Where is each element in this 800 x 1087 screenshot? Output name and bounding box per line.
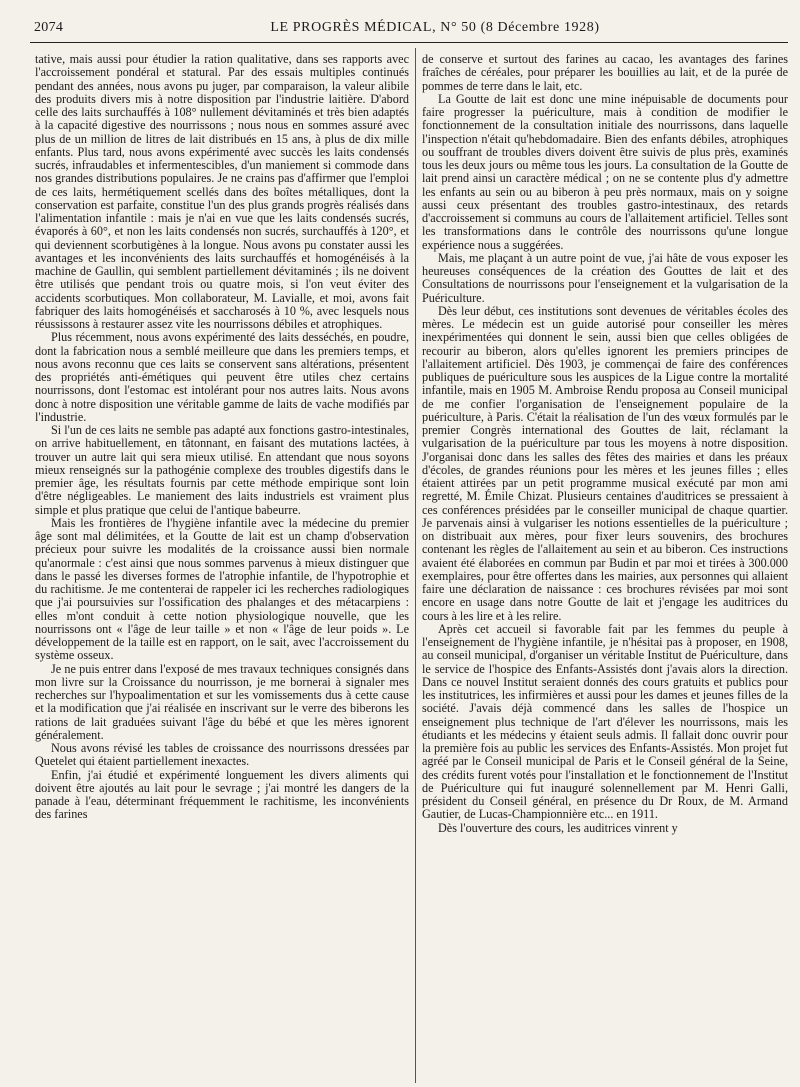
paragraph: tative, mais aussi pour étudier la ration qualitative, dans ses rapports avec l'accroissement pondéral et statural. Par des essais multiples continués pendant des années, nous avons pu juger, par comparaison, la valeur alibile des produits divers mis à notre disposition par l'industrie laitière. D'abord celle des laits surchauffés à 108° nullement dévitaminés et très bien adaptés à la capacité digestive des nourrissons ; nous nous en sommes assuré avec plus de un million de litres de lait distribués en 15 ans, à plus de dix mille enfants. Plus tard, nous avons expérimenté avec succès les laits condensés sucrés, infraudables et infermentescibles, d'un maniement si commode dans nos grandes distributions populaires. Je ne crains pas d'affirmer que l'emploi de ces laits, hermétiquement scellés dans des boîtes métalliques, dont la conservation est parfaite, constitue l'un des plus grands progrès réalisés dans l'alimentation infantile : mais je n'ai en vue que les laits condensés sucrés, évaporés à 60°, et non les laits condensés non sucrés, surchauffés à 120°, et qui deviennent scorbutigènes à la longue. Nous avons pu constater aussi les avantages et les inconvénients des laits surchauffés et homogénéisés à la machine de Gaullin, qui semblent partiellement dévitaminés ; ils ne doivent être utilisés que pendant trois ou quatre mois, si l'on veut éviter des accidents scorbutiques. Mon collaborateur, M. Lavialle, et moi, avons fait fabriquer des laits homogénéisés et saccharosés à 10 %, avec lesquels nous réussissons à restaurer assez vite les nourrissons débiles et atrophiques. xyxy=(35,53,409,331)
column-divider xyxy=(415,48,416,1083)
paragraph: La Goutte de lait est donc une mine inépuisable de documents pour faire progresser la puériculture, mais à condition de modifier le fonctionnement de la consultation initiale des nourrissons, dans laquelle l'inspection n'était qu'hebdomadaire. Bien des enfants débiles, atrophiques ou souffrant de troubles divers doivent être suivis de plus près, examinés tous les deux jours ou même tous les jours. La consultation de la Goutte de lait prend ainsi un caractère médical ; on ne se contente plus d'y admettre les enfants au sein ou au biberon à peu près normaux, mais on y soigne aussi ceux présentant des troubles gastro-intestinaux, des retards d'accroissement si communs au cours de l'allaitement artificiel. Telles sont les transformations dans le contrôle des nourrissons qu'une longue expérience nous a suggérées. xyxy=(422,91,788,252)
paragraph: de conserve et surtout des farines au cacao, les avantages des farines fraîches de céréales, pour préparer les bouillies au lait, et de la purée de pommes de terre dans le lait, etc. xyxy=(422,53,788,93)
paragraph: Dès l'ouverture des cours, les auditrices vinrent y xyxy=(438,820,678,835)
right-column xyxy=(422,53,788,1083)
header-rule xyxy=(30,42,788,43)
running-title: LE PROGRÈS MÉDICAL, N° 50 (8 Décembre 1928) xyxy=(270,20,600,35)
left-column xyxy=(35,53,409,1083)
page-header xyxy=(0,0,800,44)
paragraph: Enfin, j'ai étudié et expérimenté longuement les divers aliments qui doivent être ajoutés au lait pour le sevrage ; j'ai montré les dangers de la panade à l'eau, déterminant fréquemment le rachitisme, les inconvénients des farines xyxy=(35,767,409,822)
paragraph: Nous avons révisé les tables de croissance des nourrissons dressées par Quetelet qui étaient partiellement inexactes. xyxy=(35,741,409,769)
paragraph: Si l'un de ces laits ne semble pas adapté aux fonctions gastro-intestinales, on arrive habituellement, en tâtonnant, en faisant des mutations lactées, à trouver un autre lait qui sera mieux utilisé. En attendant que nous soyons mieux renseignés sur la pathogénie complexe des troubles digestifs dans le premier âge, les résultats fournis par cette méthode empirique sont loin d'être négligeables. Le maniement des laits industriels est vraiment plus simple et plus pratique que celui de l'antique babeurre. xyxy=(35,423,409,517)
paragraph: Mais les frontières de l'hygiène infantile avec la médecine du premier âge sont mal délimitées, et la Goutte de lait est un champ d'observation précieux pour suivre les modalités de la croissance aussi bien normale qu'anormale : c'est ainsi que nous sommes parvenus à mieux distinguer que dans le passé les diverses formes de l'atrophie infantile, de l'hypotrophie et du rachitisme. Je me contenterai de rappeler ici les recherches radiologiques que j'ai poursuivies sur l'ossification des phalanges et des métacarpiens : elles m'ont conduit à cette notion physiologique nouvelle, que les nourrissons ont « l'âge de leur taille » et non « l'âge de leur poids ». Le développement de la taille est en rapport, on le sait, avec l'accroissement du système osseux. xyxy=(35,515,409,663)
paragraph: Après cet accueil si favorable fait par les femmes du peuple à l'enseignement de l'hygiène infantile, je n'hésitai pas à proposer, en 1908, au conseil municipal, d'organiser un véritable Institut de Puériculture, dans le service de l'hospice des Enfants-Assistés dont j'avais alors la direction. Dans ce nouvel Institut seraient donnés des cours gratuits et publics pour les institutrices, les infirmières et aussi pour les dames et jeunes filles de la société. J'avais déjà commencé dans les salles de l'hospice un enseignement plus technique de l'art d'élever les nourrissons, mais les étudiants et les médecins y étaient seuls admis. Il fallait donc ouvrir pour la première fois au public les services des Enfants-Assistés. Mon projet fut agréé par le Conseil municipal de Paris et le Conseil général de la Seine, des crédits furent votés pour l'installation et le fonctionnement de l'Institut de Puériculture qui fut inauguré solennellement par M. Henri Galli, président du Conseil général, en présence du Dr Roux, de M. Armand Gautier, de Lucas-Championnière etc... en 1911. xyxy=(422,621,788,822)
paragraph: Mais, me plaçant à un autre point de vue, j'ai hâte de vous exposer les heureuses conséquences de la création des Gouttes de lait et des Consultations de nourrissons pour l'enseignement et la vulgarisation de la Puériculture. xyxy=(422,250,788,305)
paragraph: Je ne puis entrer dans l'exposé de mes travaux techniques consignés dans mon livre sur la Croissance du nourrisson, je me bornerai à signaler mes recherches sur l'hypoalimentation et sur les vomissements dus à cette cause et la modification que j'ai réalisée en inscrivant sur le verre des biberons les rations de lait graduées suivant l'âge du bébé et que les mères ignorent généralement. xyxy=(35,661,409,742)
paragraph: Plus récemment, nous avons expérimenté des laits desséchés, en poudre, dont la fabrication nous a semblé meilleure que dans les premiers temps, et nous avons reconnu que ces laits se conservent sans altérations, présentent des propriétés anti-émétiques qui peuvent être utiles chez certains nourrissons, dont l'estomac est intolérant pour nos autres laits. Nous avons donc à notre disposition une véritable gamme de laits de vache modifiés par l'industrie. xyxy=(35,330,409,424)
paragraph: Dès leur début, ces institutions sont devenues de véritables écoles des mères. Le médecin est un guide autorisé pour conseiller les mères inexpérimentées qui donnent le sein, aussi bien que celles obligées de recourir au biberon, alors qu'elles ignorent les premiers principes de l'allaitement artificiel. Dès 1903, je commençai de faire des conférences publiques de puériculture sous les auspices de la Ligue contre la mortalité infantile, mais en 1905 M. Ambroise Rendu proposa au Conseil municipal de me confier l'organisation de l'enseignement populaire de la puériculture, à Paris. C'était la réalisation de l'un des vœux formulés par le premier Congrès international des Gouttes de lait, réclamant la vulgarisation de la puériculture par tous les moyens à notre disposition. J'organisai donc dans les salles des fêtes des mairies et dans les préaux d'écoles, de grandes réunions pour les mères et les jeunes filles ; elles étaient attirées par un petit programme musical exécuté par mon ami regretté, M. Émile Chizat. Plusieurs centaines d'auditrices se pressaient à ces conférences présidées par le conseiller municipal de chaque quartier. Je parvenais ainsi à vulgariser les notions essentielles de la puériculture ; on distribuait aux mères, pour fixer leurs souvenirs, des brochures contenant les règles de l'allaitement au sein et au biberon. Ces instructions avaient été élaborées en commun par Budin et par moi et tirées à 300.000 exemplaires, pour être offertes dans les mairies, aux personnes qui allaient faire une déclaration de naissance : ces brochures révisées par moi sont encore en usage dans notre Goutte de lait et j'engage les auditrices du cours à les lire et à les relire. xyxy=(422,303,788,623)
page-number: 2074 xyxy=(34,20,64,35)
